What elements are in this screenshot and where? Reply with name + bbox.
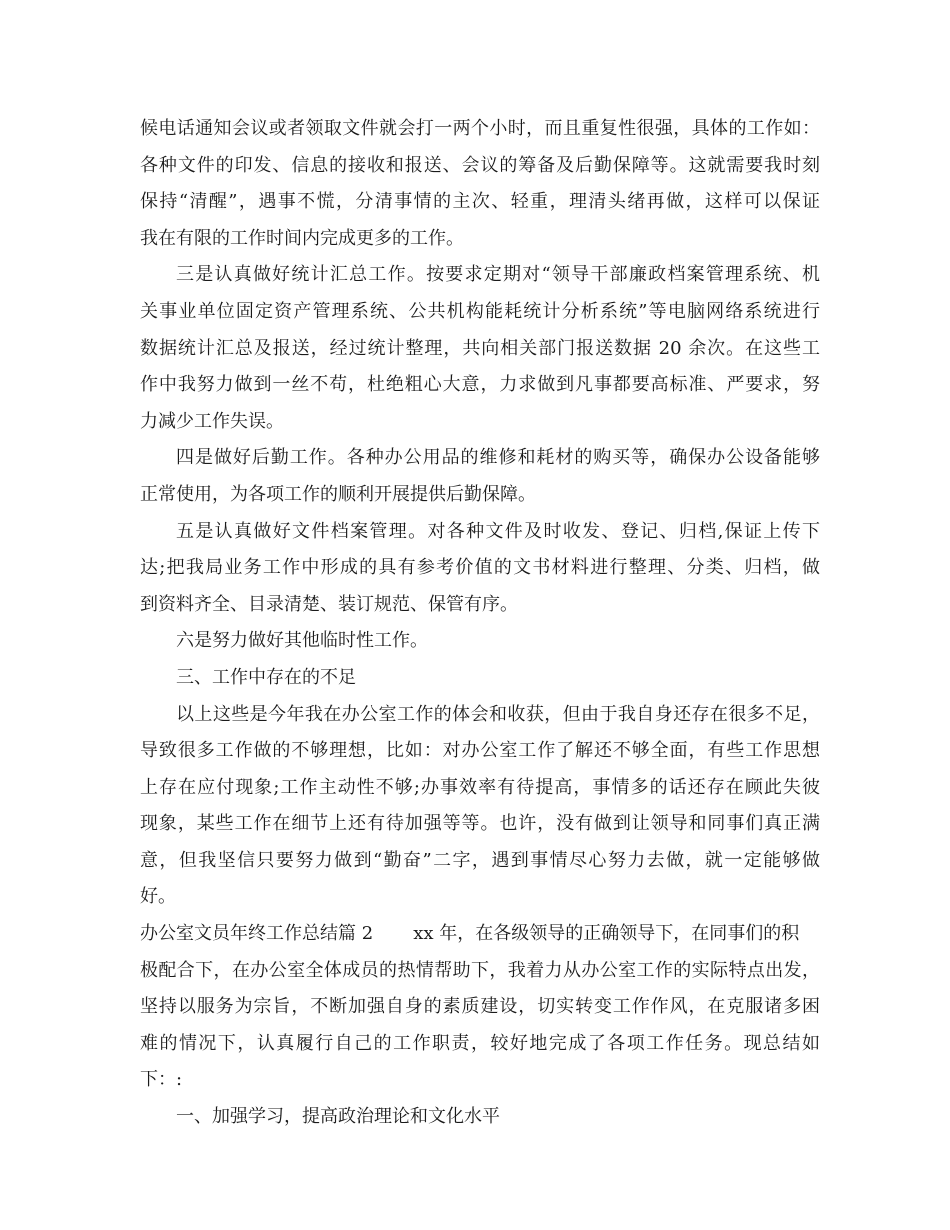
text-line: 各种文件的印发、信息的接收和报送、会议的筹备及后勤保障等。这就需要我时刻 [140,154,820,176]
text-line: 导致很多工作做的不够理想，比如：对办公室工作了解还不够全面，有些工作思想 [140,740,820,762]
article-title: 办公室文员年终工作总结篇 2 [140,923,374,945]
text-line: 关事业单位固定资产管理系统、公共机构能耗统计分析系统”等电脑网络系统进行 [140,300,820,322]
paragraph-start: 六是努力做好其他临时性工作。 [176,630,428,652]
text-line: 难的情况下，认真履行自己的工作职责，较好地完成了各项工作任务。现总结如 [140,1032,820,1054]
text-line: 下：: [140,1069,183,1091]
text-line: 到资料齐全、目录清楚、装订规范、保管有序。 [140,593,518,615]
text-line: 上存在应付现象;工作主动性不够;办事效率有待提高，事情多的话还存在顾此失彼 [140,776,820,798]
text-line: 我在有限的工作时间内完成更多的工作。 [140,227,464,249]
section-heading: 三、工作中存在的不足 [176,666,356,688]
text-line: 极配合下，在办公室全体成员的热情帮助下，我着力从办公室工作的实际特点出发， [140,959,820,981]
text-line: 现象，某些工作在细节上还有待加强等等。也许，没有做到让领导和同事们真正满 [140,813,820,835]
paragraph-start: 五是认真做好文件档案管理。对各种文件及时收发、登记、归档,保证上传下 [176,520,820,542]
text-line: 好。 [140,886,176,908]
text-line: 意，但我坚信只要努力做到“勤奋”二字，遇到事情尽心努力去做，就一定能够做 [140,849,820,871]
section-heading: 一、加强学习，提高政治理论和文化水平 [176,1106,500,1128]
text-line: 达;把我局业务工作中形成的具有参考价值的文书材料进行整理、分类、归档，做 [140,557,820,579]
article-title-line [140,916,820,953]
paragraph-start: 以上这些是今年我在办公室工作的体会和收获，但由于我自身还存在很多不足， [176,703,820,725]
text-line: 作中我努力做到一丝不苟，杜绝粗心大意，力求做到凡事都要高标准、严要求，努 [140,374,820,396]
text-line: 坚持以服务为宗旨，不断加强自身的素质建设，切实转变工作作风，在克服诸多困 [140,996,820,1018]
text-line: 力减少工作失误。 [140,410,284,432]
text-line: 数据统计汇总及报送，经过统计整理，共向相关部门报送数据 20 余次。在这些工 [140,337,820,359]
text-line: 保持“清醒”，遇事不慌，分清事情的主次、轻重，理清头绪再做，这样可以保证 [140,191,820,213]
text-line: 正常使用，为各项工作的顺利开展提供后勤保障。 [140,483,536,505]
paragraph-start: 三是认真做好统计汇总工作。按要求定期对“领导干部廉政档案管理系统、机 [176,264,820,286]
paragraph-start: 四是做好后勤工作。各种办公用品的维修和耗材的购买等，确保办公设备能够 [176,447,820,469]
text-line: 候电话通知会议或者领取文件就会打一两个小时，而且重复性很强，具体的工作如： [140,118,820,139]
text-line: xx 年，在各级领导的正确领导下，在同事们的积 [413,923,800,945]
document-body [140,111,820,1136]
